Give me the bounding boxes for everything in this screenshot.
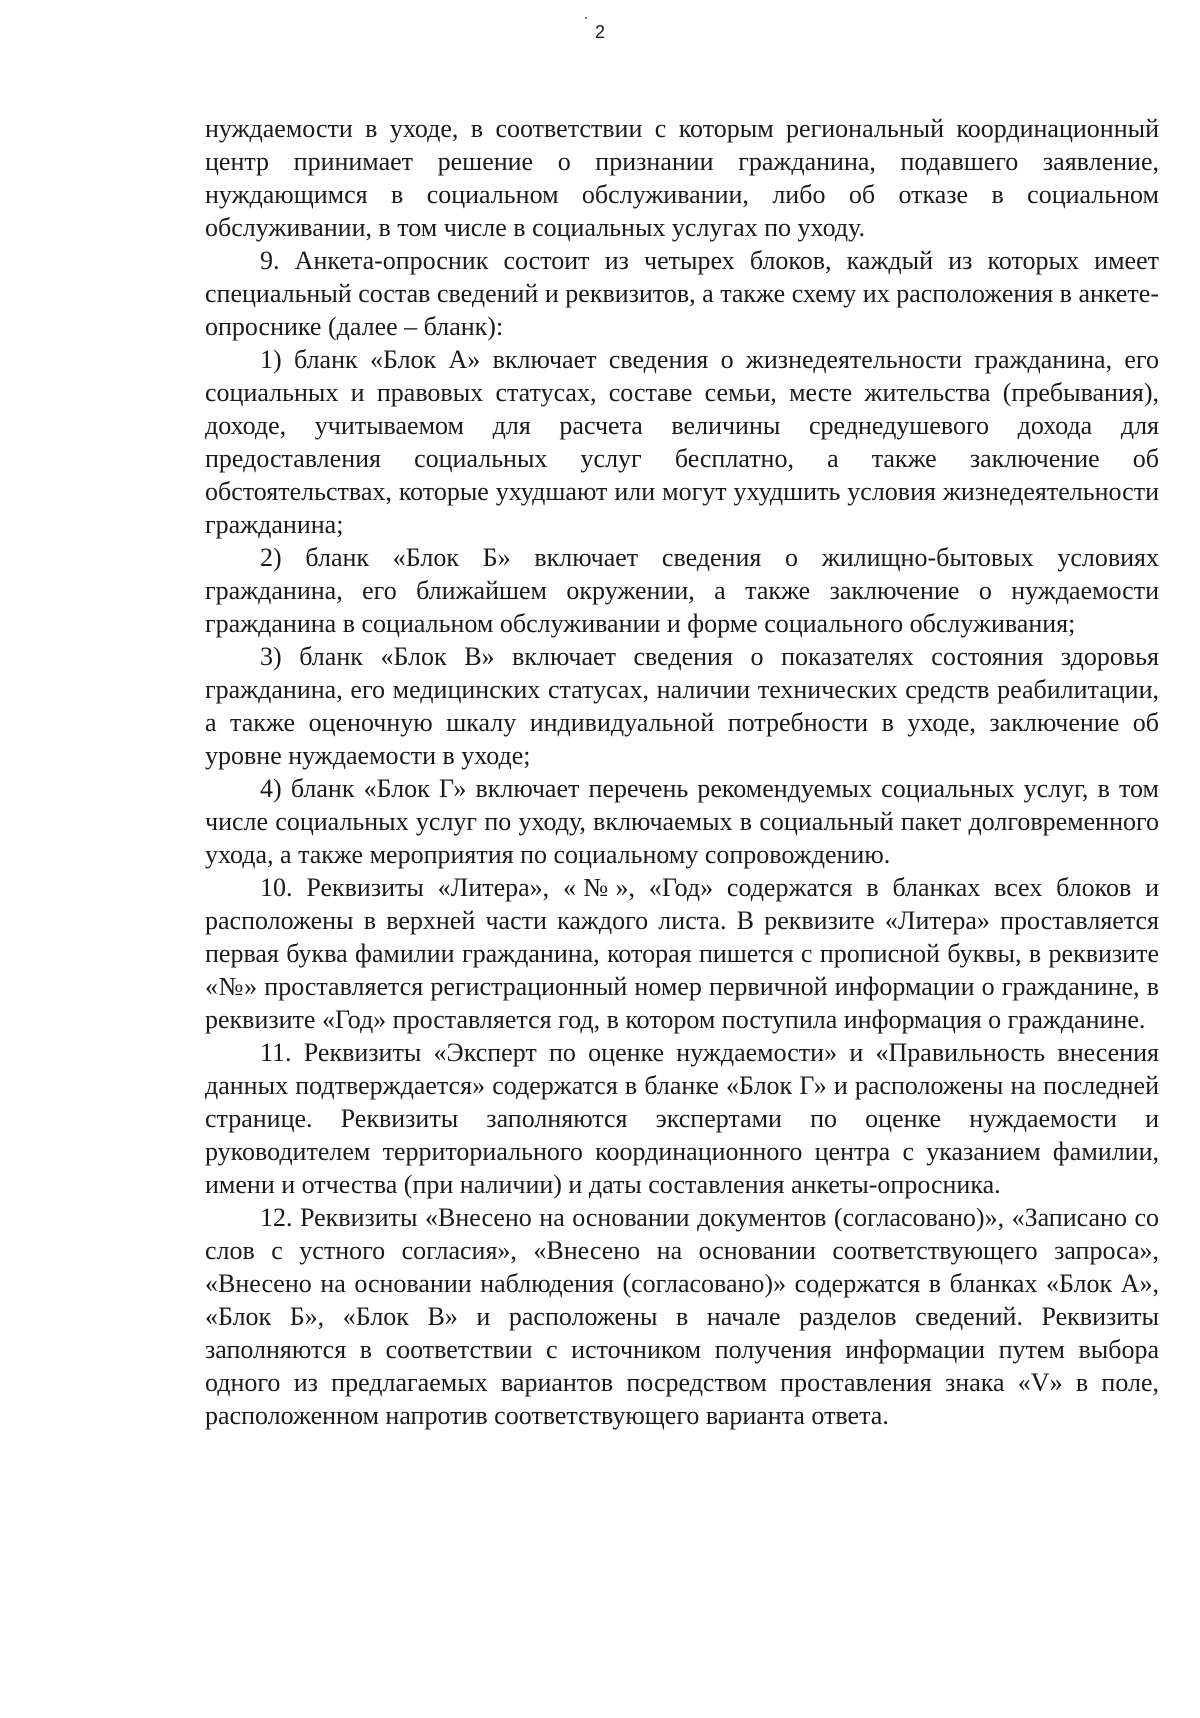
- paragraph-subitem-1-block-a: 1) бланк «Блок А» включает сведения о жизнедеятельности гражданина, его социальных и правовых статусах, составе семьи, месте жительства (пребывания), доходе, учитываемом для расчета величины среднедушевого дохода для предоставления социальных услуг бесплатно, а также заключение об обстоятельствах, которые ухудшают или могут ухудшить условия жизнедеятельности гражданина;: [205, 345, 1159, 539]
- page-number: 2: [594, 22, 605, 42]
- paragraph-continuation: нуждаемости в уходе, в соответствии с которым региональный координационный центр принимает решение о признании гражданина, подавшего заявление, нуждающимся в социальном обслуживании, либо об отказе в социальном обслуживании, в том числе в социальных услугах по уходу.: [205, 114, 1159, 242]
- paragraph-subitem-4-block-g: 4) бланк «Блок Г» включает перечень рекомендуемых социальных услуг, в том числе социальных услуг по уходу, включаемых в социальный пакет долговременного ухода, а также мероприятия по социальному сопровождению.: [205, 774, 1159, 869]
- paragraph-item-11: 11. Реквизиты «Эксперт по оценке нуждаемости» и «Правильность внесения данных подтверждается» содержатся в бланке «Блок Г» и расположены на последней странице. Реквизиты заполняются экспертами по оценке нуждаемости и руководителем территориального координационного центра с указанием фамилии, имени и отчества (при наличии) и даты составления анкеты-опросника.: [205, 1038, 1159, 1199]
- paragraph-item-9: 9. Анкета-опросник состоит из четырех блоков, каждый из которых имеет специальный состав сведений и реквизитов, а также схему их расположения в анкете-опроснике (далее – бланк):: [205, 246, 1159, 341]
- paragraph-item-10: 10. Реквизиты «Литера», «№», «Год» содержатся в бланках всех блоков и расположены в верхней части каждого листа. В реквизите «Литера» проставляется первая буква фамилии гражданина, которая пишется с прописной буквы, в реквизите «№» проставляется регистрационный номер первичной информации о гражданине, в реквизите «Год» проставляется год, в котором поступила информация о гражданине.: [205, 873, 1159, 1034]
- paragraph-item-12: 12. Реквизиты «Внесено на основании документов (согласовано)», «Записано со слов с устного согласия», «Внесено на основании соответствующего запроса», «Внесено на основании наблюдения (согласовано)» содержатся в бланках «Блок А», «Блок Б», «Блок В» и расположены в начале разделов сведений. Реквизиты заполняются в соответствии с источником получения информации путем выбора одного из предлагаемых вариантов посредством проставления знака «V» в поле, расположенном напротив соответствующего варианта ответа.: [205, 1203, 1159, 1430]
- document-body: [205, 112, 1159, 1432]
- paragraph-subitem-3-block-v: 3) бланк «Блок В» включает сведения о показателях состояния здоровья гражданина, его медицинских статусах, наличии технических средств реабилитации, а также оценочную шкалу индивидуальной потребности в уходе, заключение об уровне нуждаемости в уходе;: [205, 642, 1159, 770]
- scan-artifact-dot: [585, 17, 587, 19]
- paragraph-subitem-2-block-b: 2) бланк «Блок Б» включает сведения о жилищно-бытовых условиях гражданина, его ближайшем окружении, а также заключение о нуждаемости гражданина в социальном обслуживании и форме социального обслуживания;: [205, 543, 1159, 638]
